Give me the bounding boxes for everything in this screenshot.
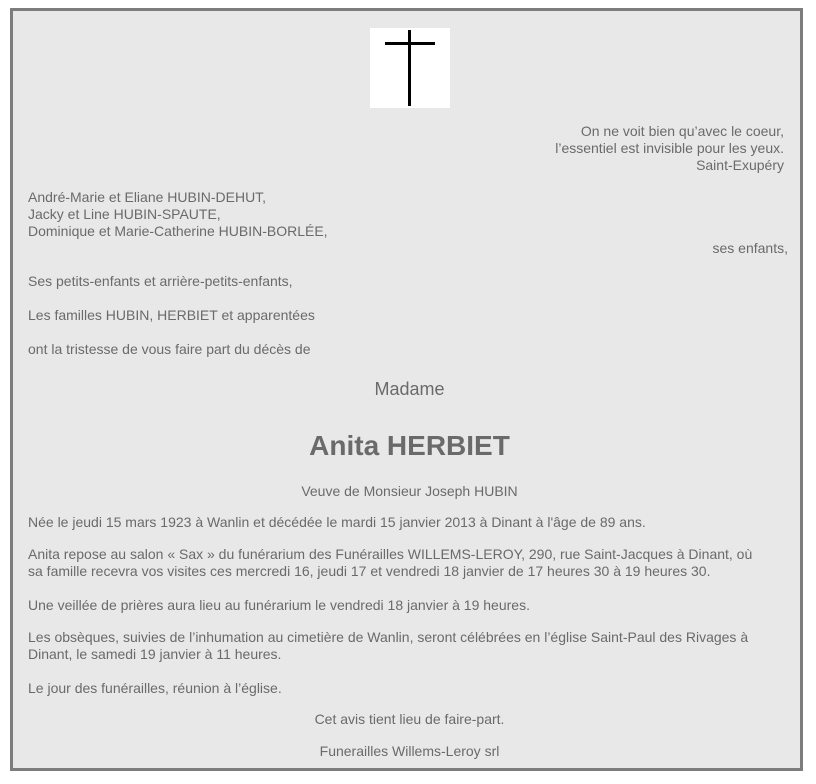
repose-line: Anita repose au salon « Sax » du funérarium des Funérailles WILLEMS-LEROY, 290, rue Saint-Jacques à Dinant, où — [28, 546, 753, 562]
families-line: Les familles HUBIN, HERBIET et apparentées — [28, 307, 315, 323]
child-couple: Dominique et Marie-Catherine HUBIN-BORLÉE, — [28, 223, 328, 239]
repose-line: sa famille recevra vos visites ces mercredi 16, jeudi 17 et vendredi 18 janvier de 17 heures 30 à 19 heures 30. — [28, 563, 711, 579]
child-couple: André-Marie et Eliane HUBIN-DEHUT, — [28, 189, 267, 205]
obituary-notice — [10, 8, 803, 771]
funeral-line: Dinant, le samedi 19 janvier à 11 heures. — [28, 646, 282, 662]
quote-line: On ne voit bien qu’avec le coeur, — [580, 123, 784, 139]
funeral-line: Les obsèques, suivies de l’inhumation au cimetière de Wanlin, seront célébrées en l’église Saint-Paul des Rivages à — [28, 629, 749, 645]
children-list — [28, 189, 788, 257]
epigraph-quote — [384, 123, 784, 174]
widow-line: Veuve de Monsieur Joseph HUBIN — [301, 483, 518, 499]
quote-line: l’essentiel est invisible pour les yeux. — [555, 140, 784, 156]
grandchildren-line: Ses petits-enfants et arrière-petits-enfants, — [28, 273, 293, 289]
birth-death-line: Née le jeudi 15 mars 1923 à Wanlin et décédée le mardi 15 janvier 2013 à Dinant à l'âge de 89 ans. — [28, 514, 646, 530]
cross-icon — [370, 28, 450, 108]
meeting-line: Le jour des funérailles, réunion à l’église. — [28, 680, 282, 696]
deceased-title: Madame — [374, 379, 445, 399]
deceased-name: Anita HERBIET — [309, 430, 510, 461]
children-role: ses enfants, — [712, 240, 788, 256]
child-couple: Jacky et Line HUBIN-SPAUTE, — [28, 206, 221, 222]
cross-horizontal-bar — [385, 42, 435, 45]
announcement-line: ont la tristesse de vous faire part du décès de — [28, 341, 311, 357]
notice-line: Cet avis tient lieu de faire-part. — [314, 711, 505, 727]
vigil-line: Une veillée de prières aura lieu au funérarium le vendredi 18 janvier à 19 heures. — [28, 597, 530, 613]
quote-author: Saint-Exupéry — [696, 157, 784, 173]
undertaker-name: Funerailles Willems-Leroy srl — [319, 743, 500, 759]
